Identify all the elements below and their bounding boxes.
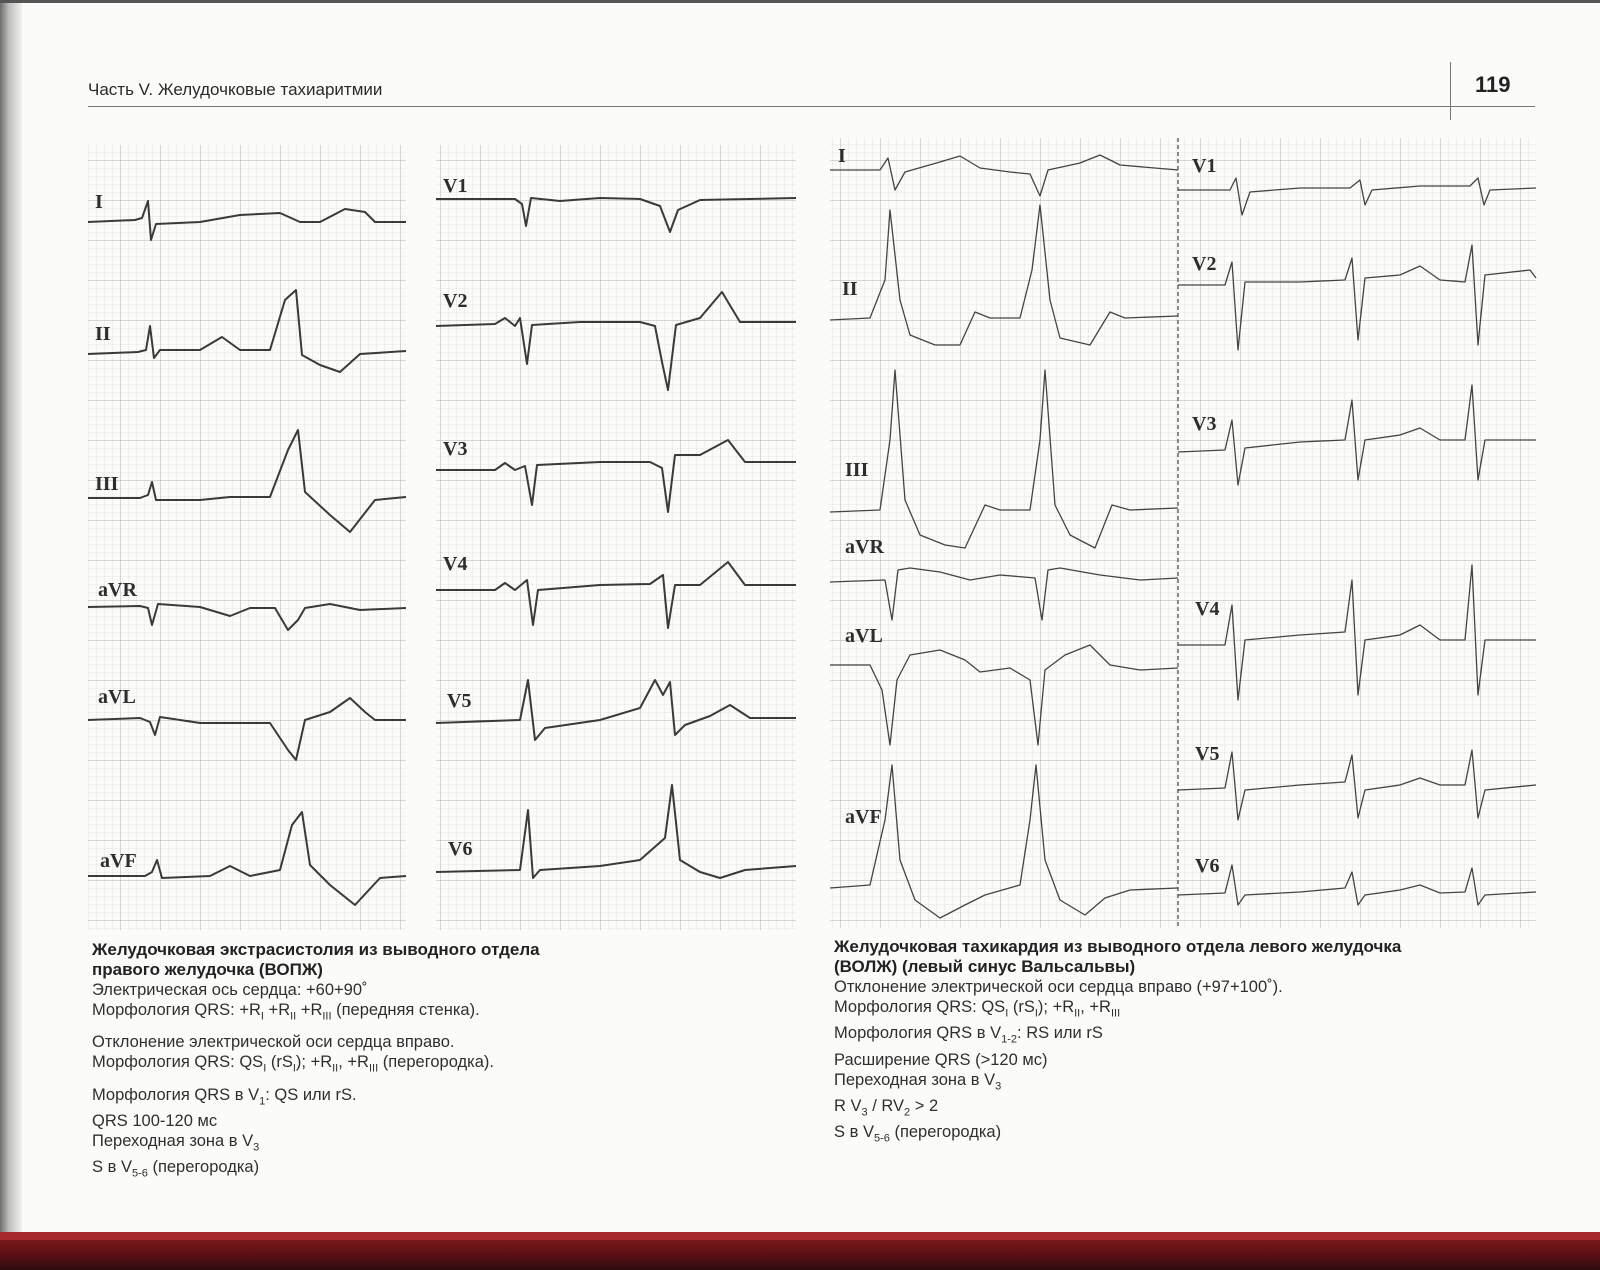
caption-right-s-wave [834, 1122, 1554, 1148]
lead-label: V3 [443, 438, 468, 460]
caption-right-transition [834, 1070, 1554, 1096]
lead-label: II [95, 323, 111, 345]
caption-right-title-2: (ВОЛЖ) (левый синус Вальсальвы) [834, 957, 1136, 976]
subscript: II [1074, 1007, 1081, 1020]
text-part: ); +R [295, 1053, 333, 1072]
subscript: III [322, 1010, 332, 1023]
subscript: 5-6 [873, 1132, 890, 1145]
lead-label: aVR [98, 579, 137, 601]
caption-left-s-wave [92, 1157, 732, 1183]
text-part: (перегородка) [889, 1123, 1002, 1142]
subscript: I [1005, 1007, 1009, 1020]
book-edge-band [0, 1232, 1600, 1270]
lead-label: V5 [1195, 743, 1220, 765]
subscript: 1 [259, 1094, 266, 1107]
caption-left-title-1: Желудочковая экстрасистолия из выводного отдела [92, 940, 540, 959]
subscript: I [263, 1062, 267, 1075]
subscript: 3 [995, 1079, 1002, 1092]
caption-right [834, 937, 1554, 1148]
book-edge-highlight [0, 1232, 1600, 1240]
text-part: Морфология QRS: QS [834, 998, 1006, 1016]
lead-label: I [838, 145, 846, 167]
caption-right-widening: Расширение QRS (>120 мс) [834, 1050, 1048, 1069]
text-part: (перегородка). [378, 1053, 494, 1072]
caption-left-deviation: Отклонение электрической оси сердца вправо. [92, 1033, 455, 1052]
lead-label: II [842, 278, 858, 300]
lead-label: I [95, 191, 103, 213]
lead-label: V2 [443, 290, 468, 312]
subscript: 3 [861, 1106, 868, 1119]
caption-left-morphology-2 [92, 1052, 732, 1078]
subscript: I [1034, 1007, 1038, 1020]
caption-left-v1 [92, 1085, 732, 1111]
text-part: (rS [266, 1053, 293, 1072]
text-part: +R [263, 1001, 291, 1019]
subscript: III [1110, 1007, 1121, 1020]
subscript: II [290, 1010, 297, 1023]
lead-label: V3 [1192, 413, 1217, 435]
subscript: 2 [904, 1106, 911, 1119]
lead-label: V1 [443, 175, 468, 197]
lead-label: aVF [845, 806, 882, 828]
text-part: S в V [92, 1158, 132, 1177]
text-part: ); +R [1037, 998, 1075, 1016]
lead-label: V5 [447, 690, 472, 712]
text-part: (передняя стенка). [331, 1001, 480, 1019]
subscript: 1-2 [1001, 1033, 1018, 1046]
caption-left-title-2: правого желудочка (ВОПЖ) [92, 960, 323, 979]
text-part: (rS [1008, 998, 1035, 1016]
text-part: Морфология QRS в V [834, 1024, 1002, 1043]
text-part: / RV [867, 1096, 905, 1115]
lead-label: III [845, 459, 869, 481]
ecg-grid-right [830, 138, 1536, 928]
subscript: I [260, 1010, 264, 1023]
caption-right-title-1: Желудочковая тахикардия из выводного отдела левого желудочка [834, 937, 1402, 956]
caption-left-morphology-1 [92, 1000, 732, 1026]
lead-label: V6 [448, 838, 473, 860]
running-head: Часть V. Желудочковые тахиаритмии [88, 80, 383, 99]
caption-right-morphology [834, 997, 1554, 1023]
text-part: Переходная зона в V [92, 1131, 254, 1150]
text-part: > 2 [910, 1096, 939, 1115]
text-part: (перегородка) [147, 1158, 260, 1177]
lead-label: aVR [845, 536, 884, 558]
text-part: S в V [834, 1123, 874, 1142]
caption-right-deviation: Отклонение электрической оси сердца вправо (+97+100˚). [834, 978, 1283, 996]
subscript: 3 [253, 1141, 260, 1154]
caption-left-axis: Электрическая ось сердца: +60+90˚ [92, 981, 368, 999]
ecg-grid-left-chest [436, 145, 796, 930]
text-part: R V [834, 1096, 862, 1115]
lead-label: aVF [100, 850, 137, 872]
lead-label: III [95, 473, 119, 495]
lead-label: V4 [1195, 598, 1220, 620]
caption-left-qrs-width: QRS 100-120 мс [92, 1111, 218, 1130]
text-part: : RS или rS [1017, 1024, 1103, 1043]
caption-left-transition [92, 1131, 732, 1157]
text-part: +R [296, 1001, 323, 1019]
text-part: Морфология QRS в V [92, 1085, 260, 1104]
caption-right-ratio [834, 1096, 1554, 1122]
subscript: II [332, 1062, 339, 1075]
text-part: Морфология QRS: +R [92, 1001, 261, 1019]
text-part: Переходная зона в V [834, 1070, 996, 1089]
subscript: 5-6 [131, 1167, 148, 1180]
lead-label: aVL [98, 686, 136, 708]
page-number: 119 [1475, 72, 1511, 97]
lead-label: V1 [1192, 155, 1217, 177]
text-part: : QS или rS. [265, 1085, 357, 1104]
subscript: I [292, 1062, 296, 1075]
lead-label: V2 [1192, 253, 1217, 275]
lead-label: aVL [845, 625, 883, 647]
lead-label: V4 [443, 553, 468, 575]
text-part: , +R [338, 1053, 369, 1072]
caption-left [92, 940, 732, 1183]
caption-right-v12 [834, 1023, 1554, 1049]
lead-label: V6 [1195, 855, 1220, 877]
text-part: Морфология QRS: QS [92, 1053, 264, 1072]
subscript: III [368, 1062, 379, 1075]
ecg-grid-left-limb [88, 145, 406, 930]
text-part: , +R [1080, 998, 1111, 1016]
